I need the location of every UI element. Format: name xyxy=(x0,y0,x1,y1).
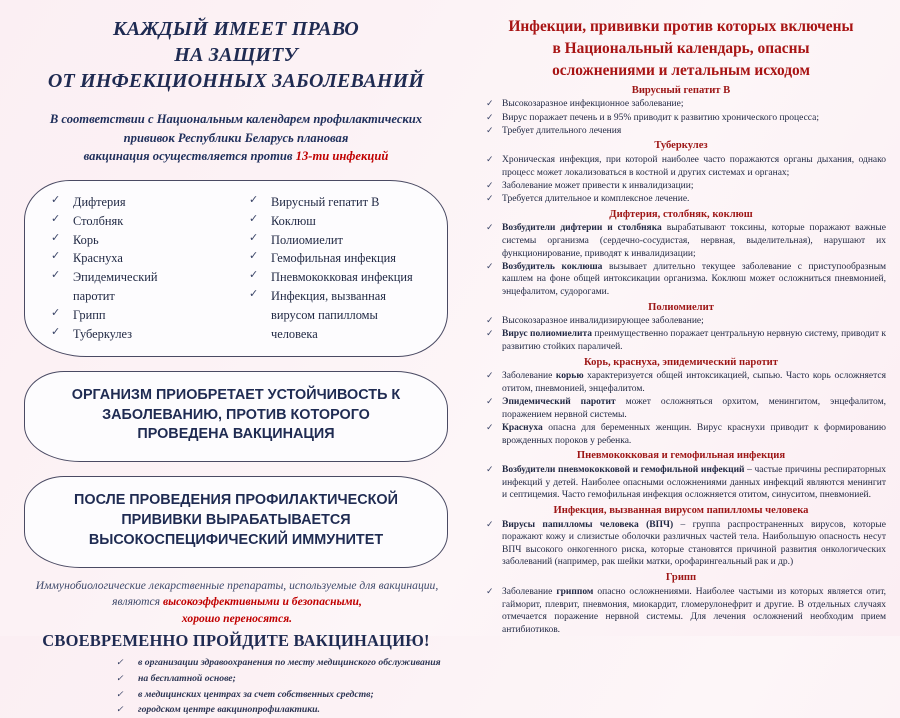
check-icon: ✓ xyxy=(51,231,61,244)
statement1-line-3: ПРОВЕДЕНА ВАКЦИНАЦИЯ xyxy=(137,426,335,443)
disease-fact-item xyxy=(476,180,886,193)
disease-fact-emphasis: гриппом xyxy=(556,586,594,597)
check-icon: ✓ xyxy=(249,250,259,263)
infection-list-item xyxy=(51,287,235,306)
check-icon: ✓ xyxy=(486,370,494,381)
immuno-red-1: высокоэффективными и безопасными, xyxy=(162,595,362,609)
disease-fact-text: Требуется длительное и комплексное лечение. xyxy=(502,193,690,204)
infection-list-item xyxy=(51,231,235,250)
where-list-label: городском центре вакцинопрофилактики. xyxy=(138,704,320,716)
disease-section-heading: Пневмококковая и гемофильная инфекция xyxy=(576,450,786,462)
check-icon: ✓ xyxy=(51,306,61,319)
infection-list-item xyxy=(249,287,433,306)
page-title xyxy=(18,16,454,94)
infection-label: человека xyxy=(271,326,318,341)
check-icon: ✓ xyxy=(249,212,259,225)
disease-fact-item xyxy=(476,586,886,637)
infection-list-item xyxy=(51,212,235,231)
infection-label: Краснуха xyxy=(73,251,123,266)
where-list-label: в медицинских центрах за счет собственных средств; xyxy=(138,688,374,700)
statement-box-immunity xyxy=(24,371,448,463)
disease-fact-item xyxy=(476,222,886,260)
disease-fact-text: вызывает длительно текущее заболевание с приступообразным кашлем на фоне общей интоксикации организма. Коклюш может осложниться пневмонией, энцефалитом, судорогами. xyxy=(502,261,886,297)
title-line-1: КАЖДЫЙ ИМЕЕТ ПРАВО xyxy=(113,18,359,40)
disease-fact-text: характеризуется общей интоксикацией, сыпью. Часто корь осложняется отитом, пневмонией, энцефалитом. xyxy=(502,371,886,395)
disease-fact-text: Требует длительного лечения xyxy=(502,125,622,136)
infection-label: Грипп xyxy=(73,307,106,322)
disease-fact-text: Хроническая инфекция, при которой наиболее часто поражаются органы дыхания, однако процесс может локализоваться в костной и других системах и органах; xyxy=(502,155,886,178)
check-icon: ✓ xyxy=(51,212,61,225)
disease-fact-item xyxy=(476,422,886,447)
infection-list-item xyxy=(51,193,235,212)
check-icon: ✓ xyxy=(486,396,494,407)
disease-fact-emphasis: Вирусы папилломы человека (ВПЧ) xyxy=(502,519,674,530)
infection-label: Коклюш xyxy=(271,213,316,228)
check-icon: ✓ xyxy=(486,585,494,596)
disease-fact-emphasis: Вирус полиомиелита xyxy=(502,329,592,340)
infection-list-item xyxy=(51,325,235,344)
check-icon: ✓ xyxy=(486,179,494,190)
statement2-line-1: ПОСЛЕ ПРОВЕДЕНИЯ ПРОФИЛАКТИЧЕСКОЙ xyxy=(74,492,398,509)
statement2-line-2: ПРИВИВКИ ВЫРАБАТЫВАЕТСЯ xyxy=(121,512,351,529)
check-icon: ✓ xyxy=(486,518,494,529)
check-icon: ✓ xyxy=(486,111,494,122)
disease-fact-text: опасно осложнениями. Наиболее частыми из которых является отит, гайморит, плеврит, пневмония, миокардит, гломерулонефрит и другие. В отдельных случаях отмечается поражение нервной системы. Для лечения осложнений необходим прием антибиотиков. xyxy=(502,586,887,635)
infection-label: паротит xyxy=(73,289,115,304)
disease-fact-emphasis: Эпидемический паротит xyxy=(502,397,616,408)
infections-columns xyxy=(51,193,433,344)
statement1-line-2: ЗАБОЛЕВАНИЮ, ПРОТИВ КОТОРОГО xyxy=(102,406,370,423)
disease-fact-item xyxy=(476,154,886,179)
check-icon: ✓ xyxy=(486,154,494,165)
disease-fact-text: – частые причины респираторных инфекций у детей. Наиболее опасными осложнениями данных инфекций являются менингит и септицемия. Часто гемофильная инфекция осложняется отитом, синуситом, пневмонией. xyxy=(502,464,886,501)
where-list-item xyxy=(116,702,454,718)
disease-fact-item xyxy=(476,261,886,299)
disease-fact-item xyxy=(476,193,886,206)
infection-label: Гемофильная инфекция xyxy=(271,251,396,266)
where-list-label: на бесплатной основе; xyxy=(138,672,236,684)
title-line-3: ОТ ИНФЕКЦИОННЫХ ЗАБОЛЕВАНИЙ xyxy=(47,70,425,92)
disease-fact-text: – группа распространенных вирусов, которые поражают кожу и слизистые оболочки различных частей тела. Наибольшую опасность несут ВПЧ высокого онкогенного риска, которые становятся причиной развития онкологических заболеваний (например, рак шейки матки, орофарингеальный рак и др.) xyxy=(502,519,886,568)
disease-fact-emphasis: Возбудители пневмококковой и гемофильной инфекций xyxy=(502,464,745,475)
subtitle-highlight: 13-ти инфекций xyxy=(295,149,389,164)
disease-fact-text: может осложняться орхитом, менингитом, энцефалитом, поражением нервной системы. xyxy=(502,397,886,420)
infections-list-box xyxy=(24,180,448,357)
check-icon: ✓ xyxy=(116,657,124,668)
subtitle-line-3: вакцинация осуществляется против xyxy=(83,149,296,164)
infection-label: Полиомиелит xyxy=(271,232,343,247)
right-column-title xyxy=(480,16,882,82)
check-icon: ✓ xyxy=(51,193,61,206)
disease-fact-list xyxy=(476,222,886,298)
infection-list-item xyxy=(51,249,235,268)
infection-list-item xyxy=(249,306,433,325)
infections-column-1 xyxy=(51,193,235,344)
disease-fact-list xyxy=(476,315,886,353)
infection-label: Столбняк xyxy=(73,213,124,228)
check-icon: ✓ xyxy=(486,98,494,109)
subtitle xyxy=(26,110,446,166)
immunobiological-note xyxy=(28,578,446,627)
disease-fact-text: Заболевание xyxy=(502,586,557,597)
infection-list-item xyxy=(249,231,433,250)
infection-list-item xyxy=(249,193,433,212)
title-line-2: НА ЗАЩИТУ xyxy=(174,44,298,66)
where-list-item xyxy=(116,671,454,687)
disease-sections xyxy=(476,84,886,637)
check-icon: ✓ xyxy=(249,193,259,206)
where-list-item xyxy=(116,655,454,671)
infection-label: Пневмококковая инфекция xyxy=(271,270,413,285)
check-icon: ✓ xyxy=(486,463,494,474)
check-icon: ✓ xyxy=(51,250,61,263)
statement2-line-3: ВЫСОКОСПЕЦИФИЧЕСКИЙ ИММУНИТЕТ xyxy=(88,532,384,548)
disease-section-heading: Грипп xyxy=(665,572,697,584)
disease-fact-item xyxy=(476,98,886,111)
right-title-line-2: в Национальный календарь, опасны xyxy=(552,39,810,57)
subtitle-line-1: В соответствии с Национальным календарем профилактических xyxy=(49,112,423,126)
disease-fact-text: Высокозаразное инвалидизирующее заболевание; xyxy=(502,316,704,327)
check-icon: ✓ xyxy=(51,325,61,338)
check-icon: ✓ xyxy=(486,328,494,339)
disease-fact-text: Вирус поражает печень и в 95% приводит к развитию хронического процесса; xyxy=(502,112,819,123)
infection-list-item xyxy=(249,268,433,287)
disease-fact-item xyxy=(476,519,886,570)
infection-label: Эпидемический xyxy=(73,270,158,285)
disease-fact-text: преимущественно поражает центральную нервную систему, приводит к развитию стойких параличей. xyxy=(502,329,886,353)
immuno-red-2: хорошо переносятся. xyxy=(181,611,293,625)
where-to-vaccinate-list xyxy=(18,655,454,718)
infection-label: Туберкулез xyxy=(73,326,133,341)
disease-fact-list xyxy=(476,464,886,502)
check-icon: ✓ xyxy=(486,222,494,233)
infection-list-item xyxy=(51,268,235,287)
infection-label: Дифтерия xyxy=(73,194,126,209)
disease-fact-item xyxy=(476,396,886,421)
immuno-prefix: Иммунобиологические лекарственные препараты, используемые для вакцинации, являются xyxy=(35,578,439,609)
disease-fact-item xyxy=(476,112,886,125)
infection-list-item xyxy=(249,249,433,268)
infection-list-item xyxy=(249,325,433,344)
disease-fact-text: Заболевание xyxy=(502,371,556,382)
disease-fact-item xyxy=(476,328,886,353)
disease-fact-list xyxy=(476,98,886,137)
check-icon: ✓ xyxy=(116,672,124,683)
check-icon: ✓ xyxy=(249,288,259,301)
disease-fact-emphasis: Возбудители дифтерии и столбняка xyxy=(502,223,662,234)
call-to-action: СВОЕВРЕМЕННО ПРОЙДИТЕ ВАКЦИНАЦИЮ! xyxy=(42,631,430,651)
right-title-line-1: Инфекции, прививки против которых включены xyxy=(508,18,854,35)
disease-fact-text: Заболевание может привести к инвалидизации; xyxy=(502,180,694,191)
statement1-line-1: ОРГАНИЗМ ПРИОБРЕТАЕТ УСТОЙЧИВОСТЬ К xyxy=(71,386,401,403)
check-icon: ✓ xyxy=(249,269,259,282)
statement-box-specific-immunity xyxy=(24,476,448,568)
infection-list-item xyxy=(51,306,235,325)
disease-section-heading: Полиомиелит xyxy=(648,301,714,313)
disease-fact-list xyxy=(476,519,886,570)
subtitle-line-2: прививок Республики Беларусь плановая xyxy=(123,130,349,145)
disease-fact-list xyxy=(476,154,886,206)
infection-label: Корь xyxy=(73,232,99,247)
infection-label: Вирусный гепатит В xyxy=(271,194,380,209)
disease-fact-list xyxy=(476,586,886,637)
disease-fact-list xyxy=(476,370,886,447)
check-icon: ✓ xyxy=(486,124,494,135)
check-icon: ✓ xyxy=(486,192,494,203)
check-icon: ✓ xyxy=(116,704,124,715)
right-column xyxy=(466,0,900,636)
check-icon: ✓ xyxy=(51,269,61,282)
right-title-line-3: осложнениями и летальным исходом xyxy=(552,61,810,79)
infection-label: вирусом папилломы xyxy=(271,307,378,322)
infection-label: Инфекция, вызванная xyxy=(271,289,387,304)
infections-column-2 xyxy=(249,193,433,344)
check-icon: ✓ xyxy=(486,421,494,432)
disease-section-heading: Корь, краснуха, эпидемический паротит xyxy=(584,356,778,368)
check-icon: ✓ xyxy=(486,260,494,271)
disease-fact-item xyxy=(476,370,886,395)
disease-fact-emphasis: корью xyxy=(555,371,584,382)
disease-fact-item xyxy=(476,125,886,138)
where-list-item xyxy=(116,687,454,703)
check-icon: ✓ xyxy=(486,315,494,326)
check-icon: ✓ xyxy=(249,231,259,244)
disease-fact-emphasis: Возбудитель коклюша xyxy=(502,261,603,272)
check-icon: ✓ xyxy=(116,688,124,699)
disease-section-heading: Туберкулез xyxy=(654,140,708,152)
disease-section-heading: Дифтерия, столбняк, коклюш xyxy=(609,208,753,220)
where-list-label: в организации здравоохранения по месту медицинского обслуживания xyxy=(138,657,441,669)
disease-fact-item xyxy=(476,315,886,328)
disease-fact-text: опасна для беременных женщин. Вирус краснухи приводит к формированию врожденных пороков у ребенка. xyxy=(502,422,886,446)
disease-section-heading: Вирусный гепатит В xyxy=(631,84,731,96)
disease-fact-text: Высокозаразное инфекционное заболевание; xyxy=(502,99,684,110)
disease-section-heading: Инфекция, вызванная вирусом папилломы человека xyxy=(553,504,809,516)
disease-fact-text: вырабатывают токсины, которые поражают важные системы организма (сердечно-сосудистая, нервная, выделительная), нарушают их функционирование, приводят к инвалидизации; xyxy=(502,223,886,259)
disease-fact-item xyxy=(476,464,886,502)
disease-fact-emphasis: Краснуха xyxy=(502,422,543,433)
infection-list-item xyxy=(249,212,433,231)
